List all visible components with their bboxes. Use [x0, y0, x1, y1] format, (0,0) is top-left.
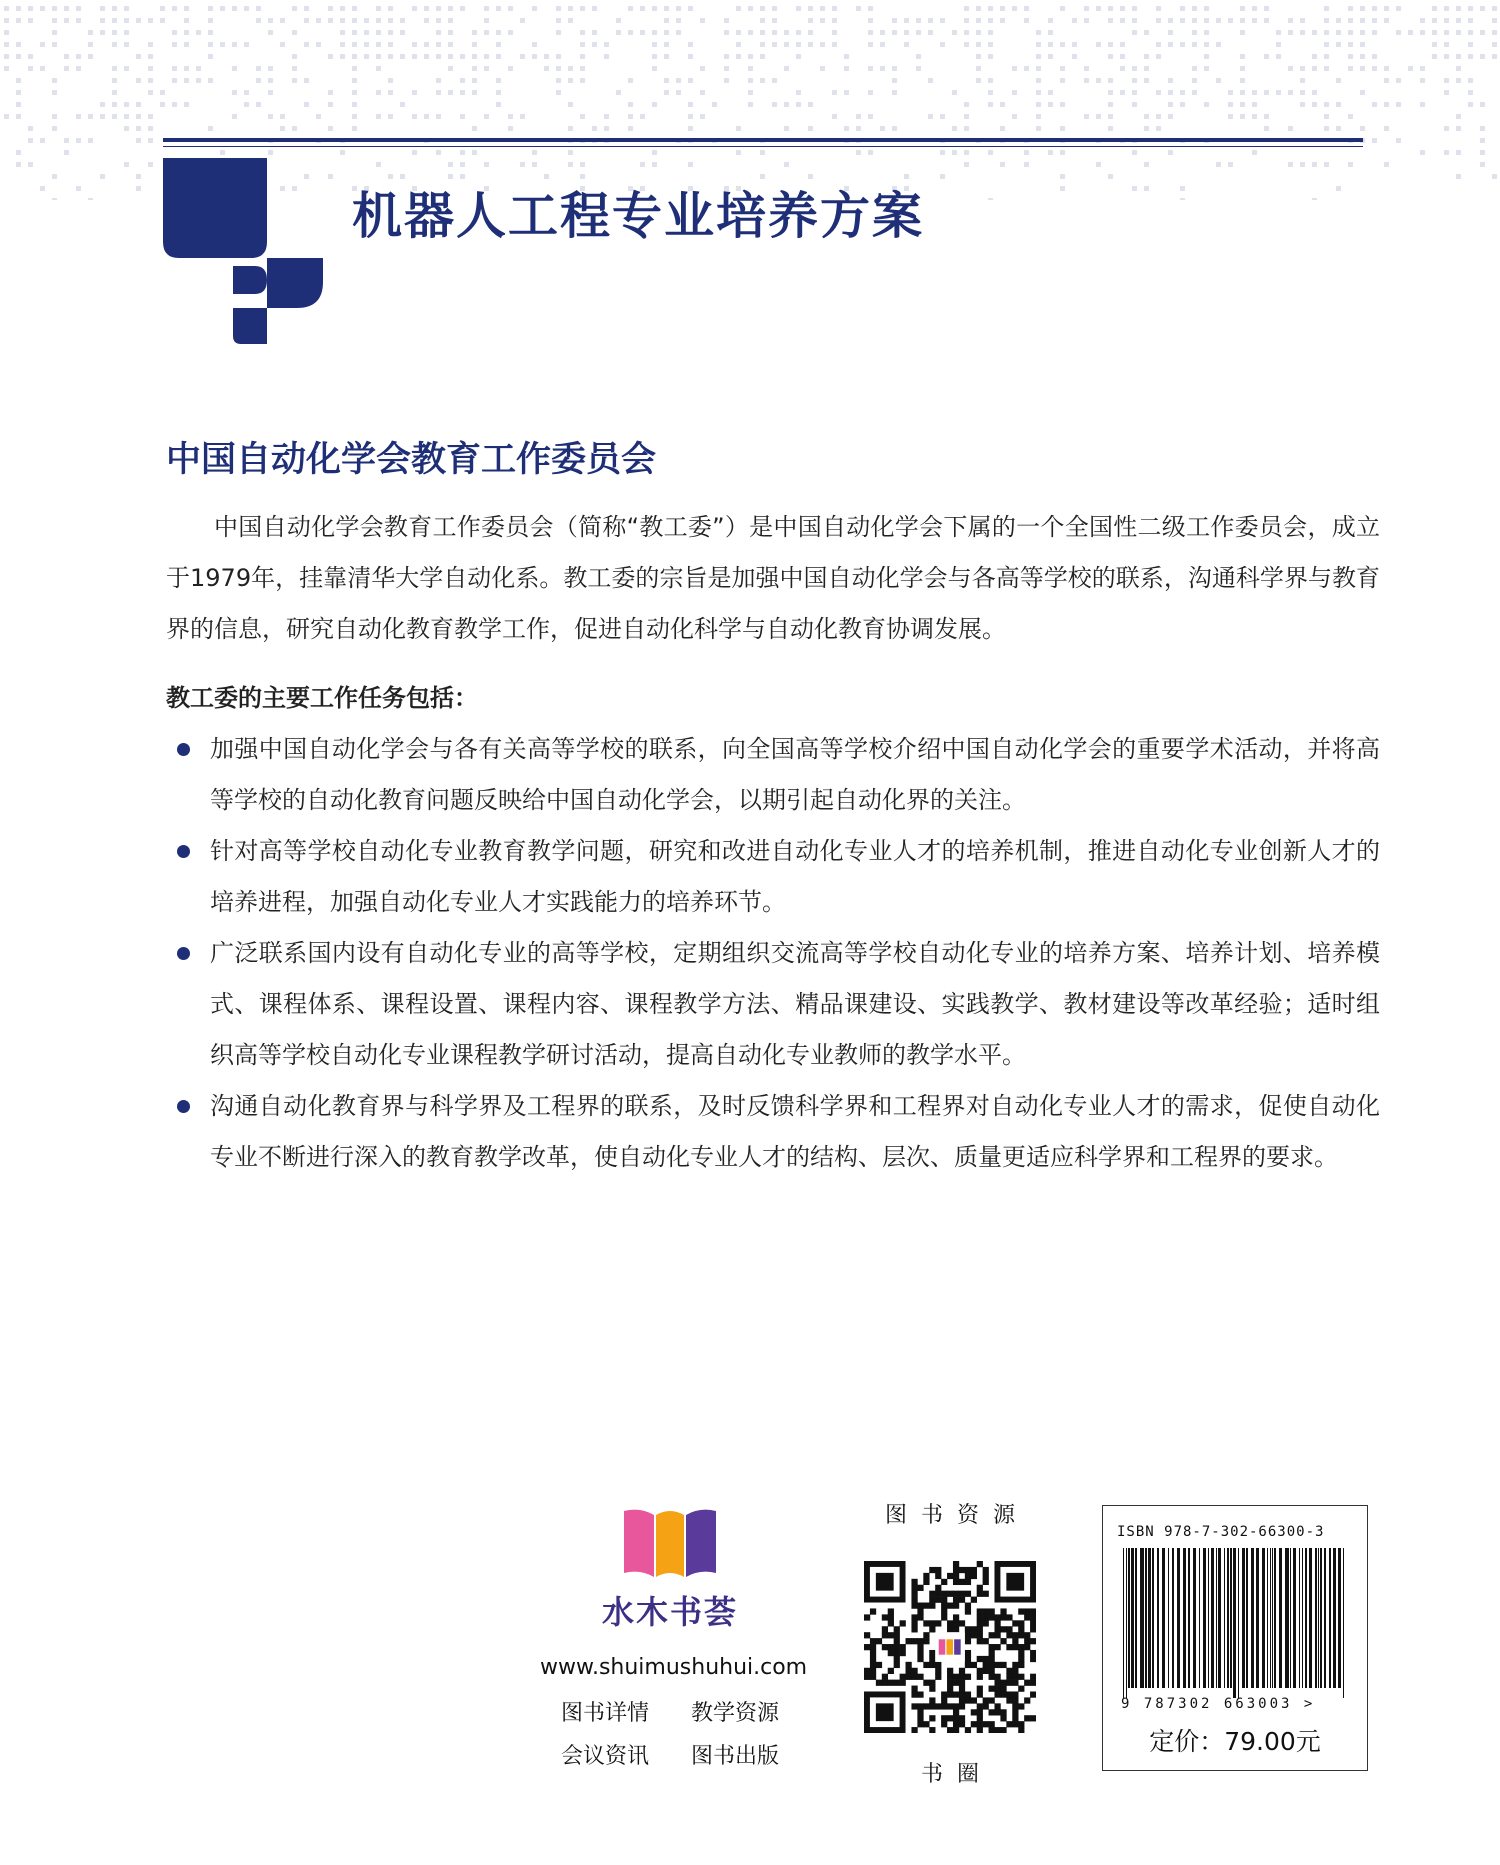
- link-book-details[interactable]: 图书详情: [560, 1701, 649, 1726]
- qr-top-label: 图书资源: [884, 1503, 1029, 1528]
- series-logo: [163, 158, 323, 344]
- price-label: 定价：79.00元: [1149, 1727, 1321, 1756]
- publisher-name: 水木书荟: [601, 1593, 738, 1631]
- tasks-list: [166, 724, 1380, 1183]
- task-text: 针对高等学校自动化专业教育教学问题，研究和改进自动化专业人才的培养机制，推进自动化专业创新人才的培养进程，加强自动化专业人才实践能力的培养环节。: [210, 837, 1380, 916]
- task-text: 加强中国自动化学会与各有关高等学校的联系，向全国高等学校介绍中国自动化学会的重要学术活动，并将高等学校的自动化教育问题反映给中国自动化学会，以期引起自动化界的关注。: [210, 735, 1380, 814]
- link-conference-news[interactable]: 会议资讯: [560, 1744, 649, 1769]
- tasks-heading: 教工委的主要工作任务包括：: [166, 684, 478, 712]
- qr-bottom-label: 书圈: [920, 1762, 993, 1787]
- task-item: [166, 826, 1380, 928]
- qr-block: [860, 1498, 1040, 1788]
- link-book-publishing[interactable]: 图书出版: [690, 1744, 779, 1769]
- publisher-block: [540, 1505, 808, 1770]
- task-item: [166, 724, 1380, 826]
- publisher-book-logo-icon: [618, 1505, 722, 1579]
- organization-intro: 中国自动化学会教育工作委员会（简称“教工委”）是中国自动化学会下属的一个全国性二级工作委员会，成立于1979年，挂靠清华大学自动化系。教工委的宗旨是加强中国自动化学会与各高等学校的联系，沟通科学界与教育界的信息，研究自动化教育教学工作，促进自动化科学与自动化教育协调发展。: [166, 513, 1380, 643]
- barcode-box: [1102, 1505, 1368, 1771]
- bullet-icon: [177, 743, 190, 756]
- isbn-text: ISBN 978-7-302-66300-3: [1117, 1524, 1325, 1540]
- task-item: [166, 928, 1380, 1081]
- task-item: [166, 1081, 1380, 1183]
- task-text: 广泛联系国内设有自动化专业的高等学校，定期组织交流高等学校自动化专业的培养方案、培养计划、培养模式、课程体系、课程设置、课程内容、课程教学方法、精品课建设、实践教学、教材建设等改革经验；适时组织高等学校自动化专业课程教学研讨活动，提高自动化专业教师的教学水平。: [210, 939, 1380, 1069]
- qr-code-icon[interactable]: [864, 1561, 1036, 1733]
- barcode-digits: 9 787302 663003 >: [1121, 1696, 1316, 1712]
- publisher-url[interactable]: www.shuimushuhui.com: [540, 1655, 808, 1680]
- header-rule-thick: [163, 138, 1363, 142]
- bullet-icon: [177, 845, 190, 858]
- task-text: 沟通自动化教育界与科学界及工程界的联系，及时反馈科学界和工程界对自动化专业人才的需求，促使自动化专业不断进行深入的教育教学改革，使自动化专业人才的结构、层次、质量更适应科学界和工程界的要求。: [210, 1092, 1380, 1171]
- organization-title: 中国自动化学会教育工作委员会: [166, 440, 657, 480]
- publisher-links: [540, 1696, 800, 1770]
- book-title: 机器人工程专业培养方案: [352, 186, 924, 245]
- bullet-icon: [177, 1100, 190, 1113]
- link-teaching-resources[interactable]: 教学资源: [690, 1701, 779, 1726]
- bullet-icon: [177, 947, 190, 960]
- header-rule-thin: [163, 146, 1363, 147]
- barcode-icon: [1123, 1548, 1349, 1698]
